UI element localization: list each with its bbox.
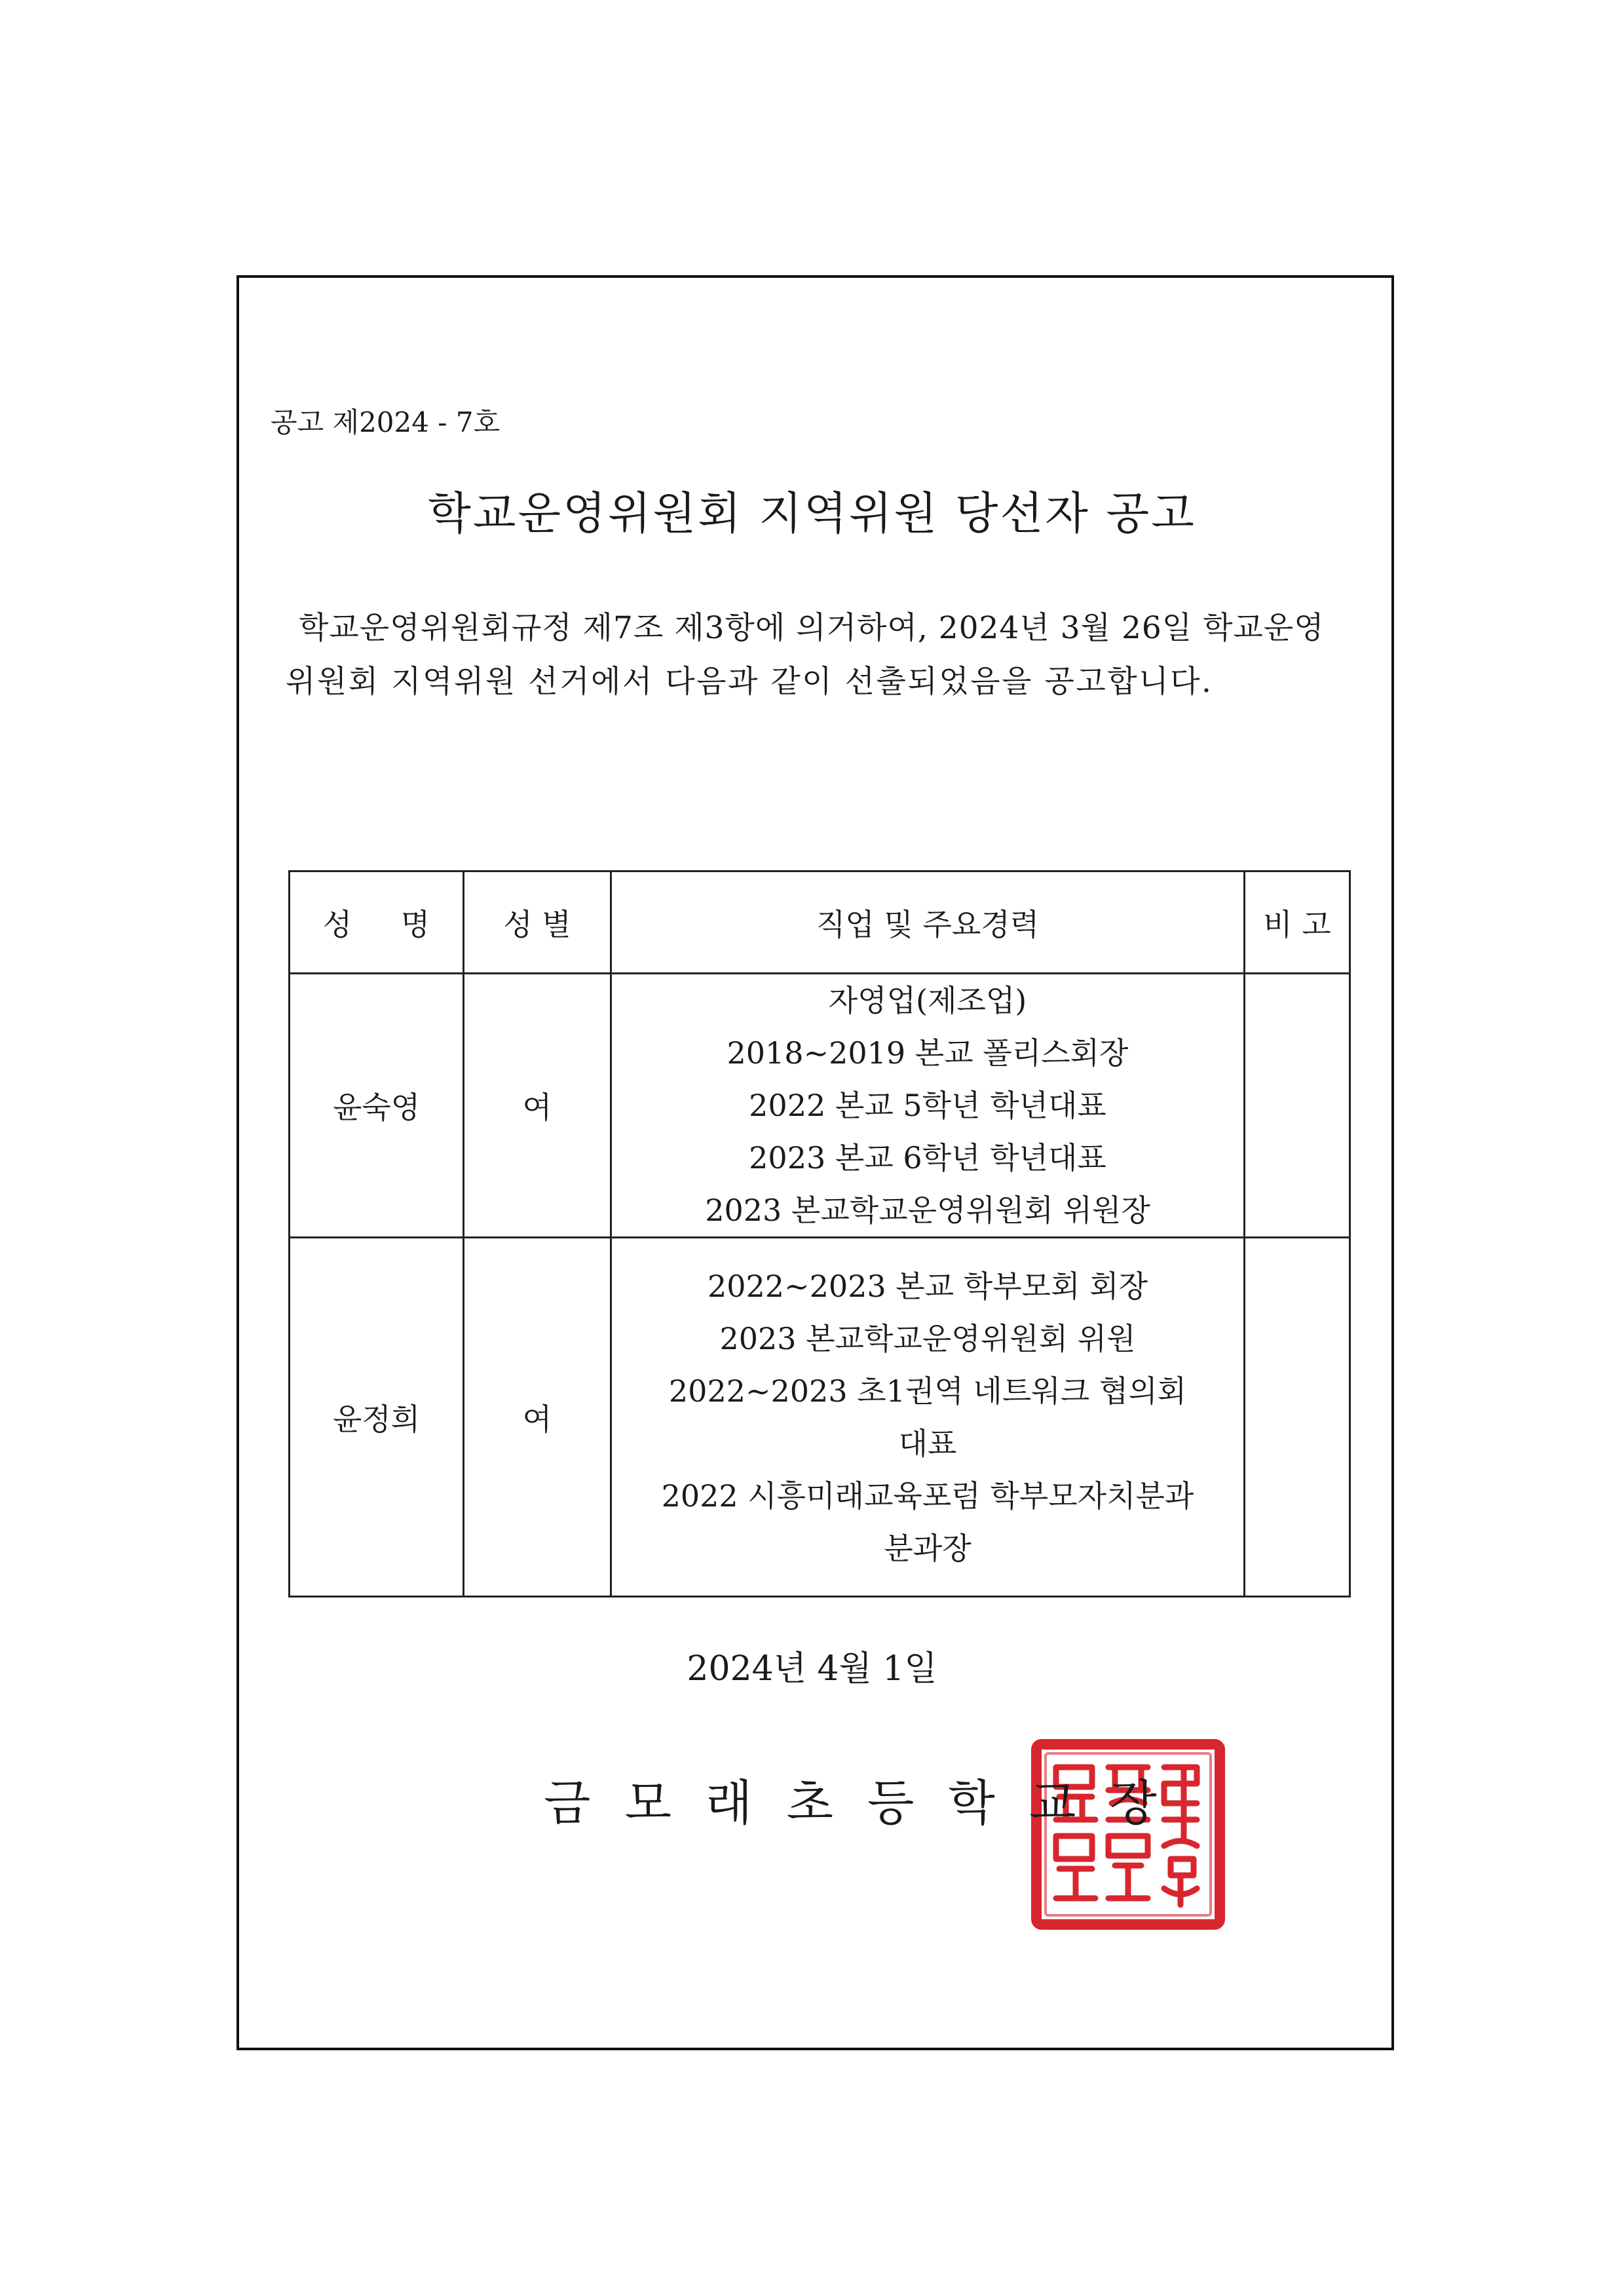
career-line: 자영업(제조업) (828, 983, 1027, 1018)
career-line: 2018~2019 본교 폴리스회장 (727, 1035, 1129, 1071)
career-line: 2022~2023 초1권역 네트워크 협의회 (668, 1373, 1187, 1409)
member-name: 윤숙영 (290, 974, 464, 1238)
member-career (611, 1238, 1245, 1597)
intro-paragraph (286, 602, 1360, 709)
member-note (1245, 1238, 1350, 1597)
career-line: 2023 본교학교운영위원회 위원 (719, 1320, 1136, 1356)
notice-number: 공고 제2024 - 7호 (271, 406, 500, 438)
header-career: 직업 및 주요경력 (611, 871, 1245, 974)
table-row (290, 1238, 1350, 1597)
career-line: 2022 본교 5학년 학년대표 (749, 1088, 1106, 1123)
header-gender: 성 별 (464, 871, 611, 974)
header-note: 비 고 (1245, 871, 1350, 974)
career-line: 2022~2023 본교 학부모회 회장 (707, 1268, 1148, 1304)
intro-line-2: 위원회 지역위원 선거에서 다음과 같이 선출되었음을 공고합니다. (286, 664, 1213, 700)
notice-date: 2024년 4월 1일 (687, 1649, 937, 1689)
career-line: 대표 (898, 1425, 957, 1461)
career-line: 2022 시흥미래교육포럼 학부모자치분과 (661, 1478, 1194, 1514)
career-line: 2023 본교학교운영위원회 위원장 (705, 1193, 1150, 1228)
table-header-row (290, 871, 1350, 974)
elected-members-table (288, 870, 1351, 1598)
intro-line-1: 학교운영위원회규정 제7조 제3항에 의거하여, 2024년 3월 26일 학교운영 (299, 610, 1325, 646)
principal-signature: 금모래초등학교장 (544, 1775, 1191, 1831)
career-line: 2023 본교 6학년 학년대표 (749, 1140, 1106, 1176)
header-name: 성 명 (290, 871, 464, 974)
member-career (611, 974, 1245, 1238)
member-note (1245, 974, 1350, 1238)
member-gender: 여 (464, 1238, 611, 1597)
career-line: 분과장 (884, 1530, 972, 1566)
member-gender: 여 (464, 974, 611, 1238)
member-name: 윤정희 (290, 1238, 464, 1597)
page-title: 학교운영위원회 지역위원 당선자 공고 (428, 488, 1196, 540)
table-row (290, 974, 1350, 1238)
